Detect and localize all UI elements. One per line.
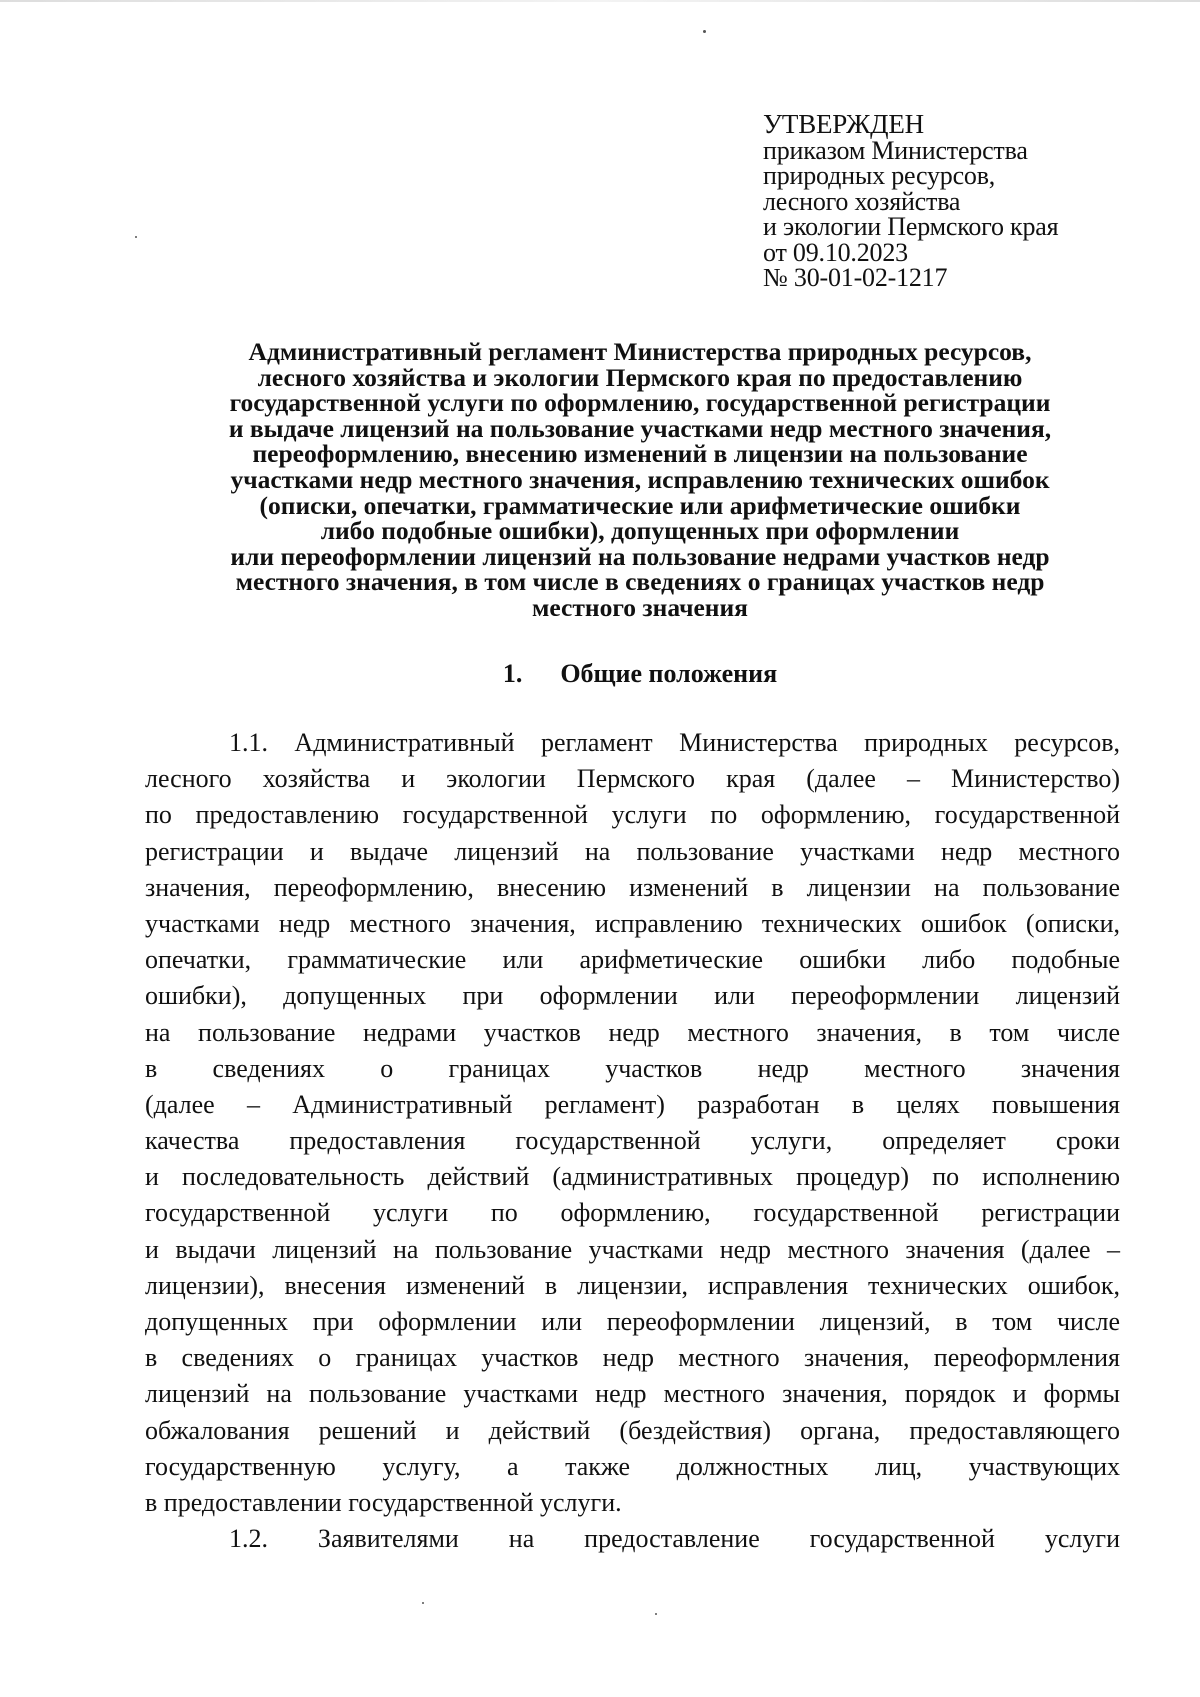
paragraph-line: допущенных при оформлении или переоформлении лицензий, в том числе (145, 1307, 1120, 1336)
paragraph-line: (далее – Административный регламент) разработан в целях повышения (145, 1089, 1120, 1119)
paragraph-line: участками недр местного значения, исправлению технических ошибок (описки, (145, 908, 1120, 938)
paragraph-line: по предоставлению государственной услуги по оформлению, государственной (145, 800, 1120, 830)
paragraph-line: обжалования решений и действий (бездействия) органа, предоставляющего (145, 1415, 1120, 1445)
paragraph-line: и последовательность действий (административных процедур) по исполнению (145, 1162, 1120, 1192)
paragraph-line: и выдачи лицензий на пользование участками недр местного значения (далее – (145, 1234, 1120, 1264)
scan-speck (703, 30, 706, 33)
approval-stamp-block (763, 109, 1163, 292)
title-line: лесного хозяйства и экологии Пермского края по предоставлению (257, 362, 1023, 392)
approval-line: приказом Министерства (763, 135, 1028, 165)
paragraph-line: 1.2. Заявителями на предоставление государственной услуги (229, 1524, 1120, 1554)
paragraph-line: государственной услуги по оформлению, государственной регистрации (145, 1198, 1120, 1228)
paragraph-line: в сведениях о границах участков недр местного значения (145, 1053, 1120, 1083)
title-line: и выдаче лицензий на пользование участками недр местного значения, (228, 413, 1052, 443)
paragraph-line: лицензий на пользование участками недр местного значения, порядок и формы (145, 1379, 1120, 1409)
title-line: участками недр местного значения, исправлению технических ошибок (230, 464, 1050, 494)
title-line: государственной услуги по оформлению, государственной регистрации (229, 388, 1051, 418)
paragraph-line: ошибки), допущенных при оформлении или переоформлении лицензий (145, 981, 1120, 1011)
approval-line: природных ресурсов, (763, 161, 996, 190)
paragraph-line: 1.1. Административный регламент Министерства природных ресурсов, (229, 728, 1120, 757)
paragraph-line: государственную услугу, а также должностных лиц, участвующих (145, 1451, 1120, 1481)
paragraph-line: лицензии), внесения изменений в лицензии, исправления технических ошибок, (145, 1270, 1120, 1300)
paragraph-line: опечатки, грамматические или арифметические ошибки либо подобные (145, 945, 1120, 975)
paragraph-line: в сведениях о границах участков недр местного значения, переоформления (145, 1343, 1120, 1373)
body-text (145, 725, 1120, 1557)
paragraph-line: качества предоставления государственной услуги, определяет сроки (145, 1126, 1120, 1156)
title-line: или переоформлении лицензий на пользование недрами участков недр (230, 541, 1050, 571)
section-number: 1. (502, 659, 523, 688)
approval-title: УТВЕРЖДЕН (763, 109, 924, 139)
title-line: переоформлению, внесению изменений в лицензии на пользование (252, 439, 1028, 469)
paragraph-line: регистрации и выдаче лицензий на пользование участками недр местного (145, 836, 1120, 866)
section-title: Общие положения (560, 659, 778, 688)
paragraph-line: лесного хозяйства и экологии Пермского края (далее – Министерство) (145, 764, 1120, 794)
scan-speck (655, 1613, 657, 1615)
paragraph-line: значения, переоформлению, внесению изменений в лицензии на пользование (145, 872, 1120, 902)
paragraph-line: в предоставлении государственной услуги. (145, 1487, 622, 1517)
title-line: местного значения (532, 592, 748, 622)
scan-speck (422, 1602, 424, 1604)
approval-date: от 09.10.2023 (763, 237, 908, 267)
paragraph-line: на пользование недрами участков недр местного значения, в том числе (145, 1017, 1120, 1047)
title-line: либо подобные ошибки), допущенных при оформлении (320, 516, 960, 546)
title-line: Административный регламент Министерства природных ресурсов, (248, 337, 1032, 366)
document-title (140, 339, 1140, 621)
approval-line: и экологии Пермского края (763, 212, 1059, 241)
section-heading (140, 658, 1140, 690)
scan-speck (135, 236, 137, 238)
approval-line: лесного хозяйства (763, 186, 961, 216)
title-line: местного значения, в том числе в сведениях о границах участков недр (235, 567, 1045, 597)
title-line: (описки, опечатки, грамматические или арифметические ошибки (259, 490, 1021, 520)
approval-number: № 30-01-02-1217 (763, 263, 948, 292)
scan-edge (0, 0, 1200, 2)
